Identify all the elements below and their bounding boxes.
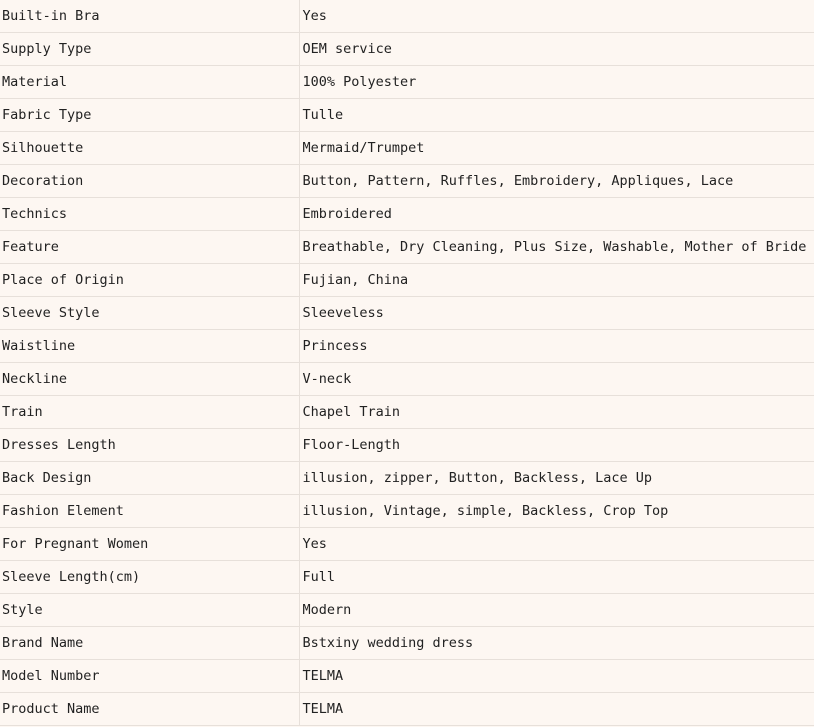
spec-label: Back Design	[0, 462, 299, 495]
table-row	[0, 462, 814, 495]
spec-label: Decoration	[0, 165, 299, 198]
spec-value: Mermaid/Trumpet	[299, 132, 814, 165]
spec-label: Silhouette	[0, 132, 299, 165]
table-row	[0, 363, 814, 396]
table-row	[0, 297, 814, 330]
spec-value: OEM service	[299, 33, 814, 66]
spec-value: Fujian, China	[299, 264, 814, 297]
spec-value: Yes	[299, 0, 814, 33]
spec-label: Product Name	[0, 693, 299, 726]
spec-label: Style	[0, 594, 299, 627]
table-row	[0, 561, 814, 594]
spec-label: For Pregnant Women	[0, 528, 299, 561]
spec-value: Yes	[299, 528, 814, 561]
table-row	[0, 495, 814, 528]
spec-label: Sleeve Length(cm)	[0, 561, 299, 594]
spec-value: Full	[299, 561, 814, 594]
spec-value: Floor-Length	[299, 429, 814, 462]
spec-label: Fabric Type	[0, 99, 299, 132]
table-row	[0, 231, 814, 264]
table-row	[0, 0, 814, 33]
spec-label: Feature	[0, 231, 299, 264]
spec-label: Neckline	[0, 363, 299, 396]
table-row	[0, 660, 814, 693]
spec-value: Modern	[299, 594, 814, 627]
table-row	[0, 594, 814, 627]
table-row	[0, 429, 814, 462]
spec-value: Button, Pattern, Ruffles, Embroidery, Appliques, Lace	[299, 165, 814, 198]
spec-label: Material	[0, 66, 299, 99]
table-row	[0, 99, 814, 132]
spec-value: TELMA	[299, 693, 814, 726]
spec-value: illusion, zipper, Button, Backless, Lace Up	[299, 462, 814, 495]
spec-value: Embroidered	[299, 198, 814, 231]
table-row	[0, 165, 814, 198]
spec-label: Fashion Element	[0, 495, 299, 528]
table-row	[0, 330, 814, 363]
table-row	[0, 66, 814, 99]
spec-label: Supply Type	[0, 33, 299, 66]
spec-label: Model Number	[0, 660, 299, 693]
spec-value: illusion, Vintage, simple, Backless, Crop Top	[299, 495, 814, 528]
spec-value: Chapel Train	[299, 396, 814, 429]
spec-value: TELMA	[299, 660, 814, 693]
table-row	[0, 33, 814, 66]
spec-label: Place of Origin	[0, 264, 299, 297]
spec-label: Built-in Bra	[0, 0, 299, 33]
table-row	[0, 693, 814, 726]
spec-label: Sleeve Style	[0, 297, 299, 330]
spec-label: Technics	[0, 198, 299, 231]
spec-label: Dresses Length	[0, 429, 299, 462]
spec-value: V-neck	[299, 363, 814, 396]
spec-value: Tulle	[299, 99, 814, 132]
spec-label: Waistline	[0, 330, 299, 363]
table-row	[0, 264, 814, 297]
table-row	[0, 132, 814, 165]
spec-value: Princess	[299, 330, 814, 363]
table-row	[0, 627, 814, 660]
table-row	[0, 528, 814, 561]
spec-value: Sleeveless	[299, 297, 814, 330]
spec-value: Bstxiny wedding dress	[299, 627, 814, 660]
spec-label: Train	[0, 396, 299, 429]
table-row	[0, 396, 814, 429]
table-row	[0, 198, 814, 231]
spec-value: 100% Polyester	[299, 66, 814, 99]
spec-value: Breathable, Dry Cleaning, Plus Size, Washable, Mother of Bride	[299, 231, 814, 264]
spec-label: Brand Name	[0, 627, 299, 660]
